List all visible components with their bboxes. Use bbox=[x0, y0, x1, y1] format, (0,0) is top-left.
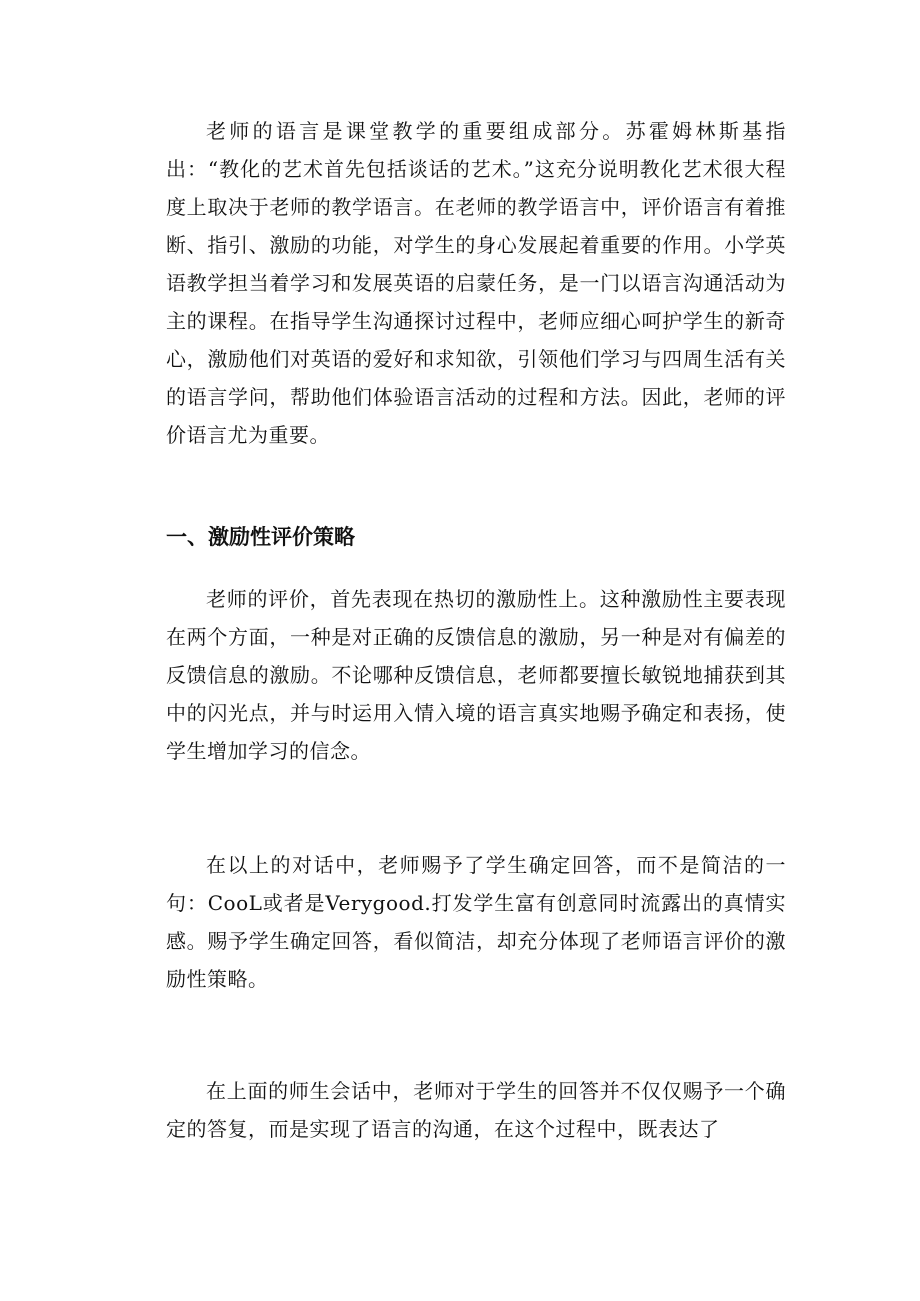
body-paragraph-encouragement: 老师的评价，首先表现在热切的激励性上。这种激励性主要表现在两个方面，一种是对正确的反馈信息的激励，另一种是对有偏差的反馈信息的激励。不论哪种反馈信息，老师都要擅长敏锐地捕获到其中的闪光点，并与时运用入情入境的语言真实地赐予确定和表扬，使学生增加学习的信念。 bbox=[166, 587, 786, 763]
body-paragraph-dialogue: 在以上的对话中，老师赐予了学生确定回答，而不是简洁的一句：CooL或者是Verygood.打发学生富有创意同时流露出的真情实感。赐予学生确定回答，看似简洁，却充分体现了老师语言评价的激励性策略。 bbox=[166, 853, 786, 991]
section-heading: 一、激励性评价策略 bbox=[166, 525, 355, 549]
body-paragraph-intro: 老师的语言是课堂教学的重要组成部分。苏霍姆林斯基指出：“教化的艺术首先包括谈话的艺术。”这充分说明教化艺术很大程度上取决于老师的教学语言。在老师的教学语言中，评价语言有着推断、指引、激励的功能，对学生的身心发展起着重要的作用。小学英语教学担当着学习和发展英语的启蒙任务，是一门以语言沟通活动为主的课程。在指导学生沟通探讨过程中，老师应细心呵护学生的新奇心，激励他们对英语的爱好和求知欲，引领他们学习与四周生活有关的语言学问，帮助他们体验语言活动的过程和方法。因此，老师的评价语言尤为重要。 bbox=[166, 119, 786, 447]
body-paragraph-conversation: 在上面的师生会话中，老师对于学生的回答并不仅仅赐予一个确定的答复，而是实现了语言的沟通，在这个过程中，既表达了 bbox=[166, 1079, 786, 1141]
